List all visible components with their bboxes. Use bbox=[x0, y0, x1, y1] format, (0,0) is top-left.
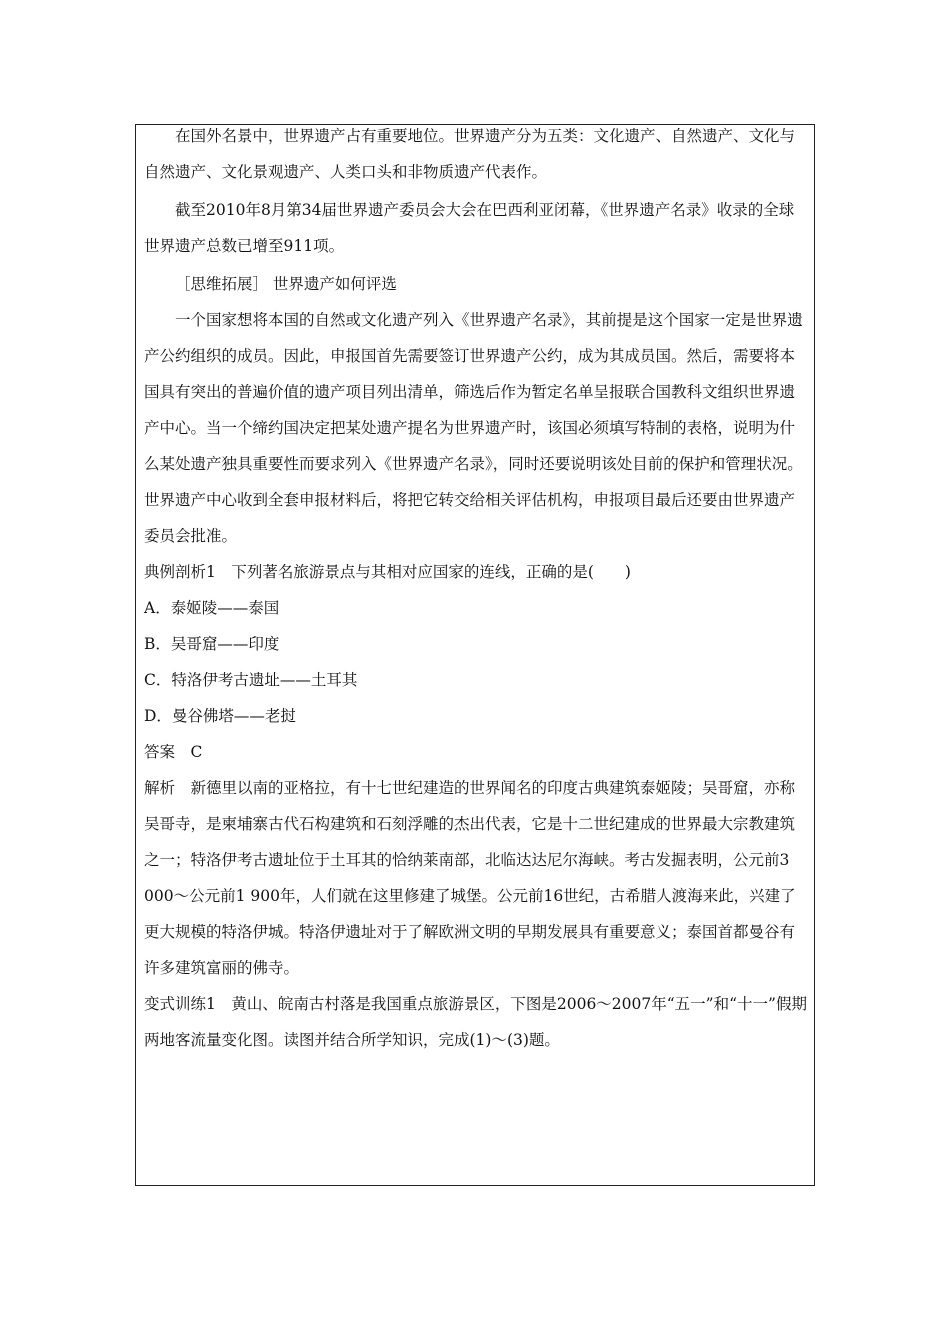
answer: 答案 C bbox=[144, 743, 203, 761]
exercise-text: 变式训练1 黄山、皖南古村落是我国重点旅游景区，下图是2006～2007年“五一”和“十一”假期两地客流量变化图。读图并结合所学知识，完成(1)～(3)题。 bbox=[144, 995, 807, 1049]
question-stem: 典例剖析1 下列著名旅游景点与其相对应国家的连线，正确的是( ) bbox=[144, 563, 631, 581]
document-body bbox=[144, 118, 808, 1058]
analysis: 解析 新德里以南的亚格拉，有十七世纪建造的世界闻名的印度古典建筑泰姬陵；吴哥窟，亦称吴哥寺，是柬埔寨古代石构建筑和石刻浮雕的杰出代表，它是十二世纪建成的世界最大宗教建筑之一；特洛伊考古遗址位于土耳其的恰纳莱南部，北临达达尼尔海峡。考古发掘表明，公元前3 000～公元前1 900年，人们就在这里修建了城堡。公元前16世纪，古希腊人渡海来此，兴建了更大规模的特洛伊城。特洛伊遗址对于了解欧洲文明的早期发展具有重要意义；泰国首都曼谷有许多建筑富丽的佛寺。 bbox=[144, 779, 796, 977]
paragraph-heritage-count: 截至2010年8月第34届世界遗产委员会大会在巴西利亚闭幕，《世界遗产名录》收录的全球世界遗产总数已增至911项。 bbox=[144, 201, 795, 255]
option-c: C．特洛伊考古遗址——土耳其 bbox=[144, 671, 358, 689]
thinking-extension-heading: ［思维拓展］ 世界遗产如何评选 bbox=[175, 275, 397, 293]
option-b: B．吴哥窟——印度 bbox=[144, 635, 280, 653]
paragraph-heritage-types: 在国外名景中，世界遗产占有重要地位。世界遗产分为五类：文化遗产、自然遗产、文化与自然遗产、文化景观遗产、人类口头和非物质遗产代表作。 bbox=[144, 127, 796, 181]
option-d: D．曼谷佛塔——老挝 bbox=[144, 707, 296, 725]
option-a: A．泰姬陵——泰国 bbox=[144, 599, 280, 617]
paragraph-selection-process: 一个国家想将本国的自然或文化遗产列入《世界遗产名录》，其前提是这个国家一定是世界遗产公约组织的成员。因此，申报国首先需要签订世界遗产公约，成为其成员国。然后，需要将本国具有突出的普遍价值的遗产项目列出清单，筛选后作为暂定名单呈报联合国教科文组织世界遗产中心。当一个缔约国决定把某处遗产提名为世界遗产时，该国必须填写特制的表格，说明为什么某处遗产独具重要性而要求列入《世界遗产名录》，同时还要说明该处目前的保护和管理状况。世界遗产中心收到全套申报材料后，将把它转交给相关评估机构，申报项目最后还要由世界遗产委员会批准。 bbox=[144, 311, 803, 545]
